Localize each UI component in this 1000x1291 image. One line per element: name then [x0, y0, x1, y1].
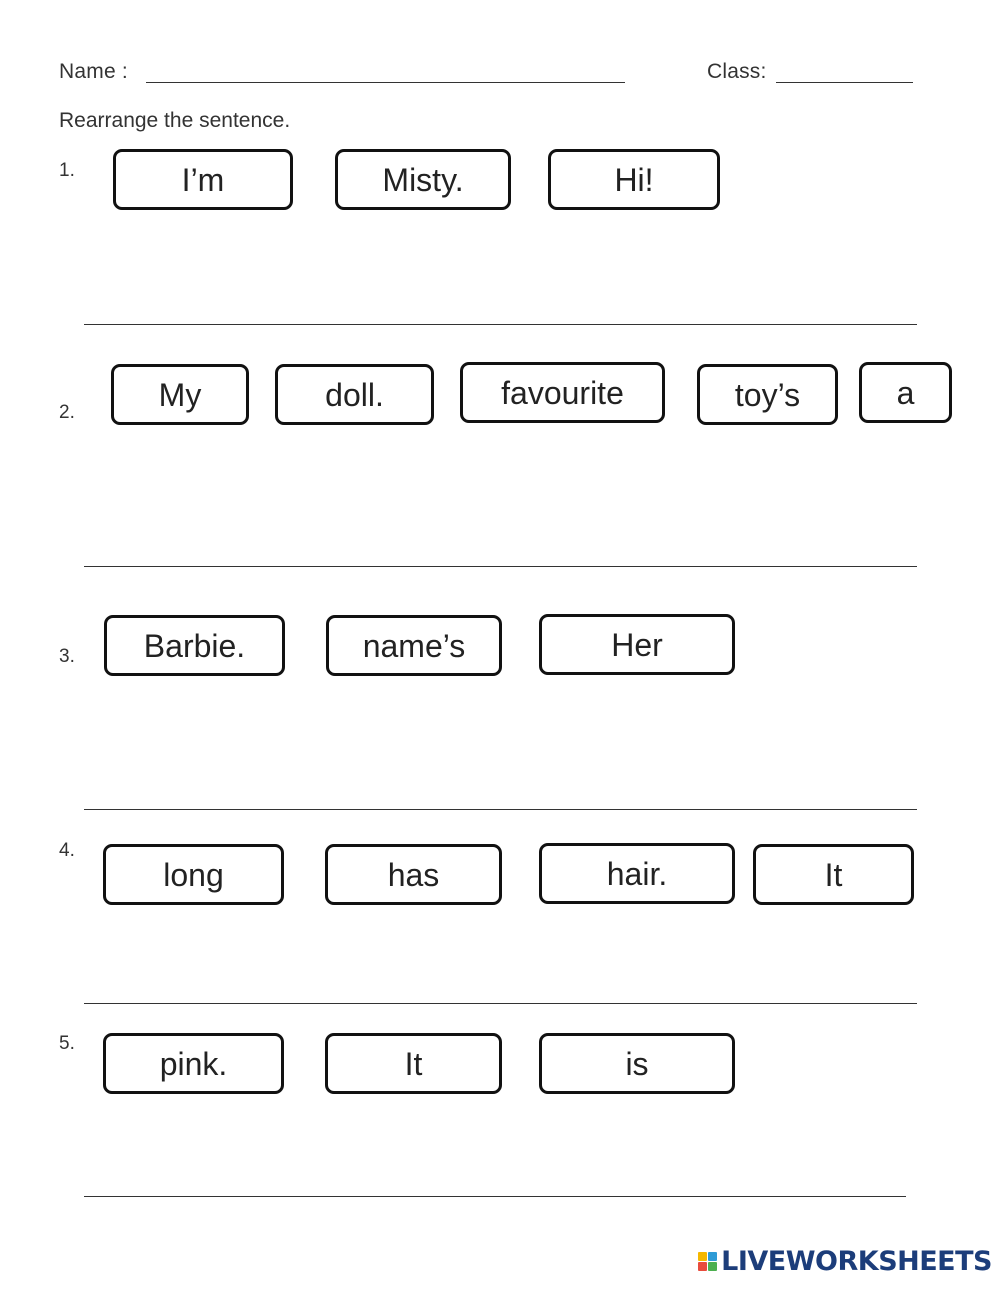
answer-line[interactable] [84, 566, 917, 567]
word-tile[interactable]: My [111, 364, 249, 425]
word-tile[interactable]: doll. [275, 364, 434, 425]
name-label: Name : [59, 60, 128, 83]
question-number: 4. [59, 840, 75, 861]
instruction-text: Rearrange the sentence. [59, 109, 291, 132]
word-tile[interactable]: a [859, 362, 952, 423]
word-tile[interactable]: long [103, 844, 284, 905]
word-tile[interactable]: It [753, 844, 914, 905]
word-tile[interactable]: favourite [460, 362, 665, 423]
word-tile[interactable]: pink. [103, 1033, 284, 1094]
logo-square-icon [698, 1252, 707, 1261]
answer-line[interactable] [84, 1003, 917, 1004]
answer-line[interactable] [84, 809, 917, 810]
question-number: 1. [59, 160, 75, 181]
word-tile[interactable]: is [539, 1033, 735, 1094]
word-tile[interactable]: has [325, 844, 502, 905]
logo-square-icon [708, 1262, 717, 1271]
word-tile[interactable]: Hi! [548, 149, 720, 210]
liveworksheets-logo [698, 1246, 992, 1277]
brand-name: LIVEWORKSHEETS [721, 1246, 992, 1277]
word-tile[interactable]: It [325, 1033, 502, 1094]
word-tile[interactable]: hair. [539, 843, 735, 904]
word-tile[interactable]: Her [539, 614, 735, 675]
word-tile[interactable]: Misty. [335, 149, 511, 210]
answer-line[interactable] [84, 1196, 906, 1197]
answer-line[interactable] [84, 324, 917, 325]
question-number: 2. [59, 402, 75, 423]
word-tile[interactable]: toy’s [697, 364, 838, 425]
logo-square-icon [698, 1262, 707, 1271]
word-tile[interactable]: name’s [326, 615, 502, 676]
class-label: Class: [707, 60, 767, 83]
question-number: 5. [59, 1033, 75, 1054]
question-number: 3. [59, 646, 75, 667]
word-tile[interactable]: Barbie. [104, 615, 285, 676]
liveworksheets-logo-icon [698, 1252, 717, 1271]
class-input-line[interactable] [776, 82, 913, 83]
logo-square-icon [708, 1252, 717, 1261]
word-tile[interactable]: I’m [113, 149, 293, 210]
name-input-line[interactable] [146, 82, 625, 83]
